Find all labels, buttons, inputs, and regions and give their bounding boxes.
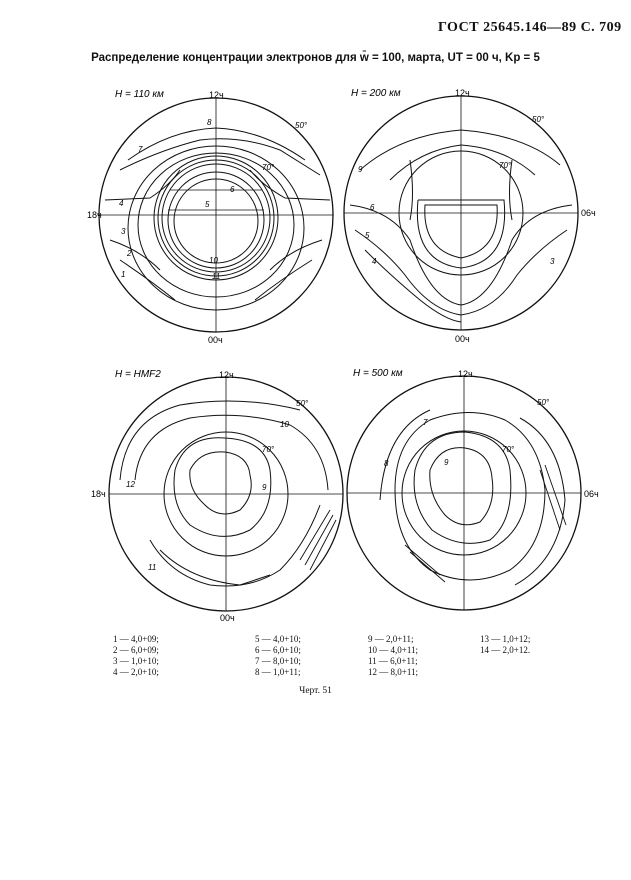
figure-title: Распределение концентрации электронов для w̄ = 100, марта, UT = 00 ч, Kp = 5	[91, 52, 540, 64]
plot-110km	[99, 98, 333, 332]
plot-label: H = 500 км	[353, 368, 403, 379]
text-label: 12	[126, 480, 135, 489]
text-label: 10	[209, 256, 218, 265]
text-label: 50°	[295, 121, 308, 130]
text-label: 9	[262, 483, 267, 492]
text-label: 12ч	[458, 369, 473, 379]
plot-label: H = 200 км	[351, 88, 401, 99]
text-label: 4	[119, 199, 124, 208]
legend-column	[255, 634, 301, 678]
text-label: 10	[280, 420, 289, 429]
text-label: 13 — 1,0+12;	[480, 634, 531, 644]
text-label: 9 — 2,0+11;	[368, 634, 414, 644]
text-label: 12 — 8,0+11;	[368, 667, 418, 677]
text-label: 1	[121, 270, 126, 279]
text-label: 8	[207, 118, 212, 127]
text-label: 70°	[502, 445, 515, 454]
page-header: ГОСТ 25645.146—89 С. 709	[438, 20, 622, 35]
legend-column	[480, 634, 530, 656]
tick-left: 18ч	[87, 210, 102, 220]
text-label: 06ч	[584, 489, 599, 499]
tick-bottom: 00ч	[208, 335, 223, 345]
text-label: 3	[550, 257, 555, 266]
figure-caption: Черт. 51	[299, 686, 332, 696]
text-label: 2 — 6,0+09;	[113, 645, 159, 655]
text-label: 6	[370, 203, 375, 212]
text-label: 5 — 4,0+10;	[255, 634, 301, 644]
text-label: 70°	[262, 163, 275, 172]
text-label: 70°	[262, 445, 275, 454]
text-label: 00ч	[455, 334, 470, 344]
text-label: 10 — 4,0+11;	[368, 645, 418, 655]
text-label: 11 — 6,0+11;	[368, 656, 418, 666]
text-label: 7	[138, 145, 143, 154]
text-label: 9	[444, 458, 449, 467]
text-label: 14 — 2,0+12.	[480, 645, 531, 655]
plot-200km	[344, 96, 578, 330]
legend-column	[368, 634, 418, 678]
text-label: 8	[384, 459, 389, 468]
text-label: 7	[423, 418, 428, 427]
legend-column	[113, 634, 159, 678]
plot-label: H = 110 км	[115, 89, 164, 100]
text-label: 70°	[499, 161, 512, 170]
tick-top: 12ч	[209, 90, 224, 100]
text-label: 9	[358, 165, 363, 174]
text-label: 8 — 1,0+11;	[255, 667, 301, 677]
text-label: 50°	[532, 115, 545, 124]
text-label: 00ч	[220, 613, 235, 623]
text-label: 11	[212, 272, 221, 281]
text-label: 06ч	[581, 208, 596, 218]
text-label: 50°	[537, 398, 550, 407]
text-label: 5	[205, 200, 210, 209]
text-label: 5	[365, 231, 370, 240]
text-label: 50°	[296, 399, 309, 408]
text-label: 1 — 4,0+09;	[113, 634, 159, 644]
text-label: 2	[127, 249, 132, 258]
text-label: 12ч	[455, 88, 470, 98]
text-label: 6	[230, 185, 235, 194]
text-label: 3 — 1,0+10;	[113, 656, 159, 666]
text-label: 12ч	[219, 370, 234, 380]
plot-hmf2	[109, 377, 343, 611]
text-label: 3	[121, 227, 126, 236]
text-label: 18ч	[91, 489, 106, 499]
plot-500km	[347, 376, 581, 610]
text-label: 6 — 6,0+10;	[255, 645, 301, 655]
text-label: 11	[148, 563, 157, 572]
plot-label: H = HMF2	[115, 369, 161, 380]
text-label: 4	[372, 257, 377, 266]
text-label: 7 — 8,0+10;	[255, 656, 301, 666]
text-label: 4 — 2,0+10;	[113, 667, 159, 677]
